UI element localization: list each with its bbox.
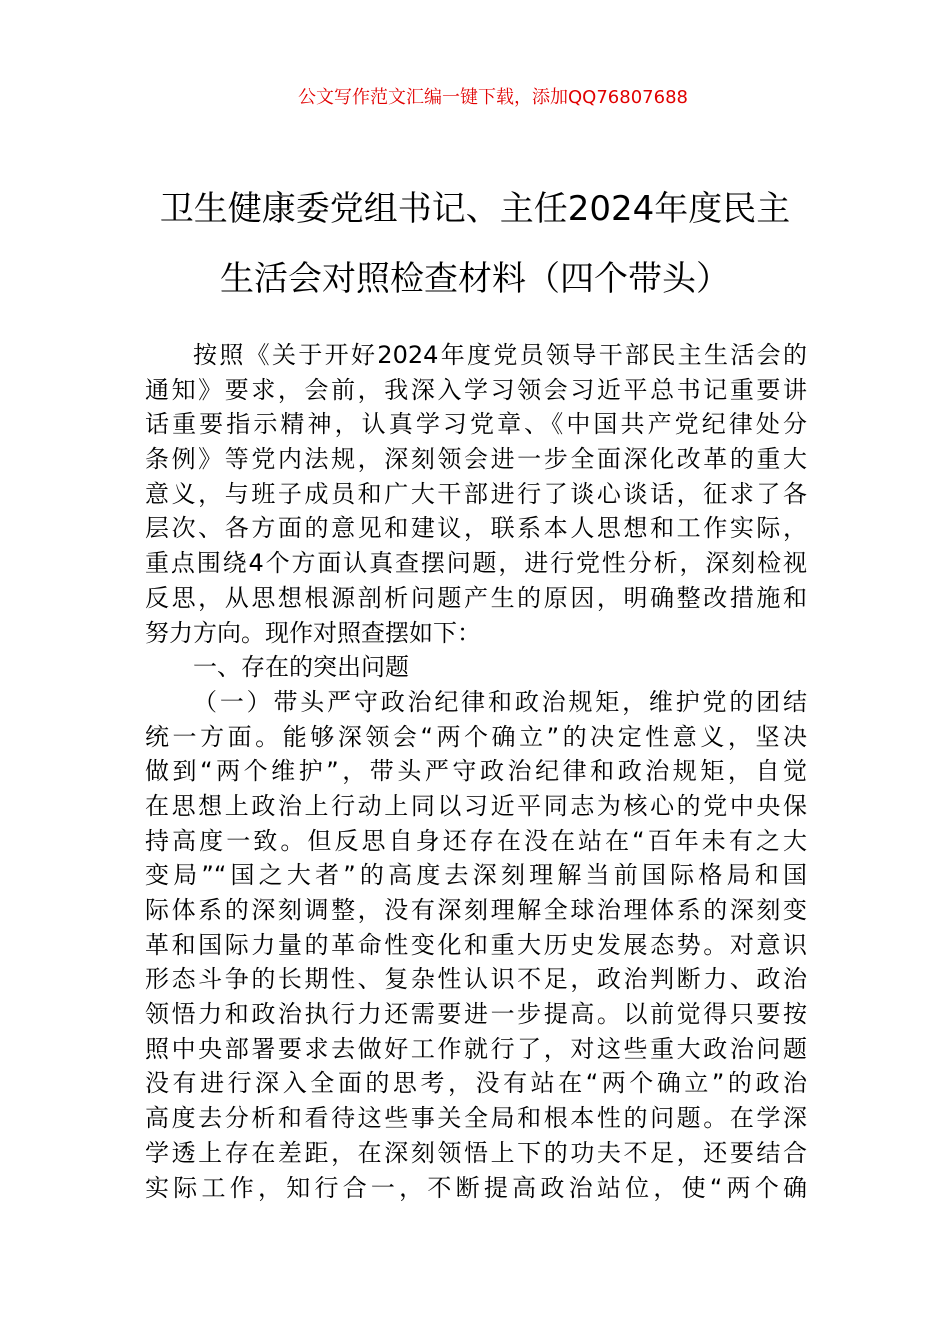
body-line: 统一方面。能够深领会“两个确立”的决定性意义，坚决 xyxy=(145,722,807,751)
body-line: 领悟力和政治执行力还需要进一步提高。以前觉得只要按 xyxy=(145,1000,807,1029)
body-line: 通知》要求，会前，我深入学习领会习近平总书记重要讲 xyxy=(145,375,807,404)
body-line: 际体系的深刻调整，没有深刻理解全球治理体系的深刻变 xyxy=(145,896,807,924)
body-line: 反思，从思想根源剖析问题产生的原因，明确整改措施和 xyxy=(145,583,807,612)
body-line: 在思想上政治上行动上同以习近平同志为核心的党中央保 xyxy=(145,791,807,820)
header-note: 公文写作范文汇编一键下载，添加QQ76807688 xyxy=(298,87,688,108)
body-line: 持高度一致。但反思自身还存在没在站在“百年未有之大 xyxy=(145,826,807,855)
title-line-2: 生活会对照检查材料（四个带头） xyxy=(220,259,730,299)
body-line: 实际工作，知行合一，不断提高政治站位，使“两个确 xyxy=(145,1173,807,1202)
body-line: 学透上存在差距，在深刻领悟上下的功夫不足，还要结合 xyxy=(145,1138,807,1167)
body-line: 变局”“国之大者”的高度去深刻理解当前国际格局和国 xyxy=(145,861,807,890)
document-title xyxy=(145,174,805,314)
body-line: 照中央部署要求去做好工作就行了，对这些重大政治问题 xyxy=(145,1034,807,1063)
body-line: 重点围绕4个方面认真查摆问题，进行党性分析，深刻检视 xyxy=(145,549,807,578)
body-line: 努力方向。现作对照查摆如下： xyxy=(145,618,481,647)
section-heading: 一、存在的突出问题 xyxy=(193,653,409,682)
body-line: 没有进行深入全面的思考，没有站在“两个确立”的政治 xyxy=(145,1069,807,1098)
body-line: 话重要指示精神，认真学习党章、《中国共产党纪律处分 xyxy=(145,410,807,439)
body-line: （一）带头严守政治纪律和政治规矩，维护党的团结 xyxy=(193,687,807,716)
body-line: 按照《关于开好2024年度党员领导干部民主生活会的 xyxy=(193,341,807,369)
body-line: 做到“两个维护”，带头严守政治纪律和政治规矩，自觉 xyxy=(145,757,807,786)
document-body xyxy=(145,338,807,1205)
title-line-1: 卫生健康委党组书记、主任2024年度民主 xyxy=(159,189,791,229)
body-line: 层次、各方面的意见和建议，联系本人思想和工作实际， xyxy=(145,514,807,543)
body-line: 形态斗争的长期性、复杂性认识不足，政治判断力、政治 xyxy=(145,965,807,994)
body-line: 条例》等党内法规，深刻领会进一步全面深化改革的重大 xyxy=(145,445,807,474)
body-line: 高度去分析和看待这些事关全局和根本性的问题。在学深 xyxy=(145,1104,807,1133)
body-line: 意义，与班子成员和广大干部进行了谈心谈话，征求了各 xyxy=(145,479,807,508)
body-line: 革和国际力量的革命性变化和重大历史发展态势。对意识 xyxy=(145,930,807,959)
